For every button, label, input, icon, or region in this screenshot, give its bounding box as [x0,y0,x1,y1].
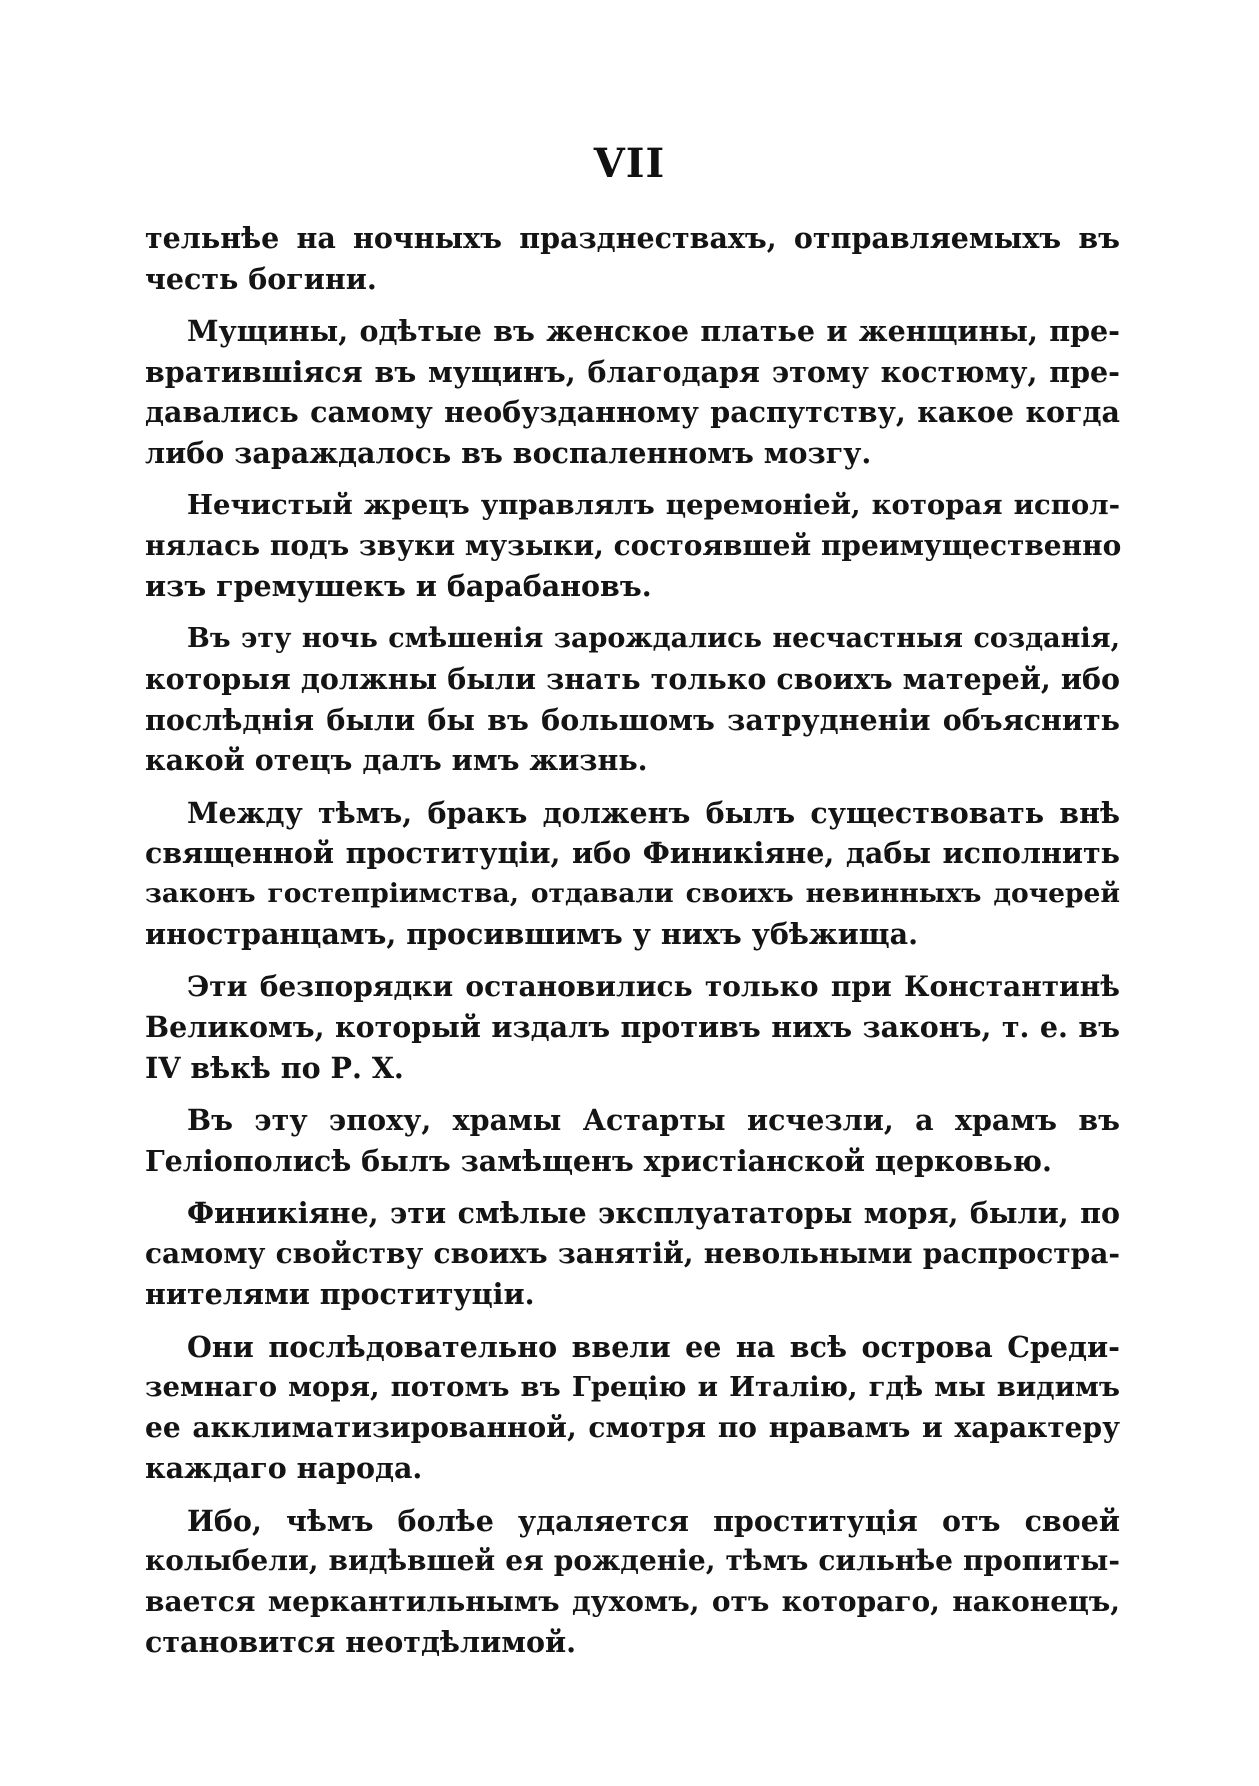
text-line: какой отецъ далъ имъ жизнь. [145,743,648,777]
paragraph [145,1327,1120,1489]
text-line: ее акклиматизированной, смотря по нравамъ и характеру [145,1410,1120,1444]
text-line: самому свойству своихъ занятій, невольными распростра- [145,1236,1120,1270]
text-line: вается меркантильнымъ духомъ, отъ котораго, наконецъ, [145,1584,1120,1618]
paragraph [145,967,1120,1089]
text-line: Геліополисѣ былъ замѣщенъ христіанской церковью. [145,1143,1052,1178]
text-line: каждаго народа. [145,1451,423,1485]
text-line: земнаго моря, потомъ въ Грецію и Италію, гдѣ мы видимъ [145,1371,1120,1403]
text-line: нялась подъ звуки музыки, состоявшей преимущественно [145,528,1122,562]
text-line: иностранцамъ, просившимъ у нихъ убѣжища. [145,917,919,951]
text-line: нителями проституціи. [145,1277,535,1311]
text-line: Ибо, чѣмъ болѣе удаляется проституція отъ своей [187,1503,1120,1538]
paragraph [145,619,1120,781]
text-line: Мущины, одѣтые въ женское платье и женщины, пре- [187,314,1120,348]
text-line: давались самому необузданному распутству, какое когда [145,395,1120,429]
page-number: VII [593,140,666,187]
text-line: священной проституціи, ибо Финикіяне, дабы исполнить [145,836,1120,870]
text-line: законъ гостепріимства, отдавали своихъ невинныхъ дочерей [145,877,1120,909]
paragraph [145,218,1120,299]
text-line: честь богини. [145,261,377,296]
text-line: тельнѣе на ночныхъ празднествахъ, отправляемыхъ въ [145,221,1120,255]
text-line: либо зараждалось въ воспаленномъ мозгу. [145,435,872,470]
paragraph [145,793,1120,955]
paragraph [145,485,1120,607]
text-line: Нечистый жрецъ управлялъ церемоніей, которая испол- [187,489,1120,521]
body-text [145,218,1120,1675]
text-line: становится неотдѣлимой. [145,1625,577,1659]
text-line: Они послѣдовательно ввели ее на всѣ острова Среди- [187,1329,1120,1364]
text-line: Между тѣмъ, бракъ долженъ былъ существовать внѣ [187,795,1120,830]
paragraph [145,1100,1120,1181]
text-line: Въ эту ночь смѣшенія зарождались несчастныя созданія, [187,622,1120,654]
text-line: послѣднія были бы въ большомъ затрудненіи объяснить [145,702,1120,737]
text-line: вратившіяся въ мущинъ, благодаря этому костюму, пре- [145,354,1120,389]
text-line: Въ эту эпоху, храмы Астарты исчезли, а храмъ въ [187,1103,1120,1137]
paragraph [145,1193,1120,1315]
text-line: IV вѣкѣ по Р. Х. [145,1050,404,1085]
text-line: которыя должны были знать только своихъ матерей, ибо [145,662,1120,696]
text-line: Финикіяне, эти смѣлые эксплуататоры моря, были, по [187,1196,1120,1230]
paragraph [145,311,1120,473]
text-line: Эти безпорядки остановились только при Константинѣ [187,969,1120,1003]
text-line: колыбели, видѣвшей ея рожденіе, тѣмъ сильнѣе пропиты- [145,1544,1120,1577]
text-line: Великомъ, который издалъ противъ нихъ законъ, т. е. въ [145,1010,1120,1044]
text-line: изъ гремушекъ и барабановъ. [145,569,652,603]
paragraph [145,1501,1120,1663]
